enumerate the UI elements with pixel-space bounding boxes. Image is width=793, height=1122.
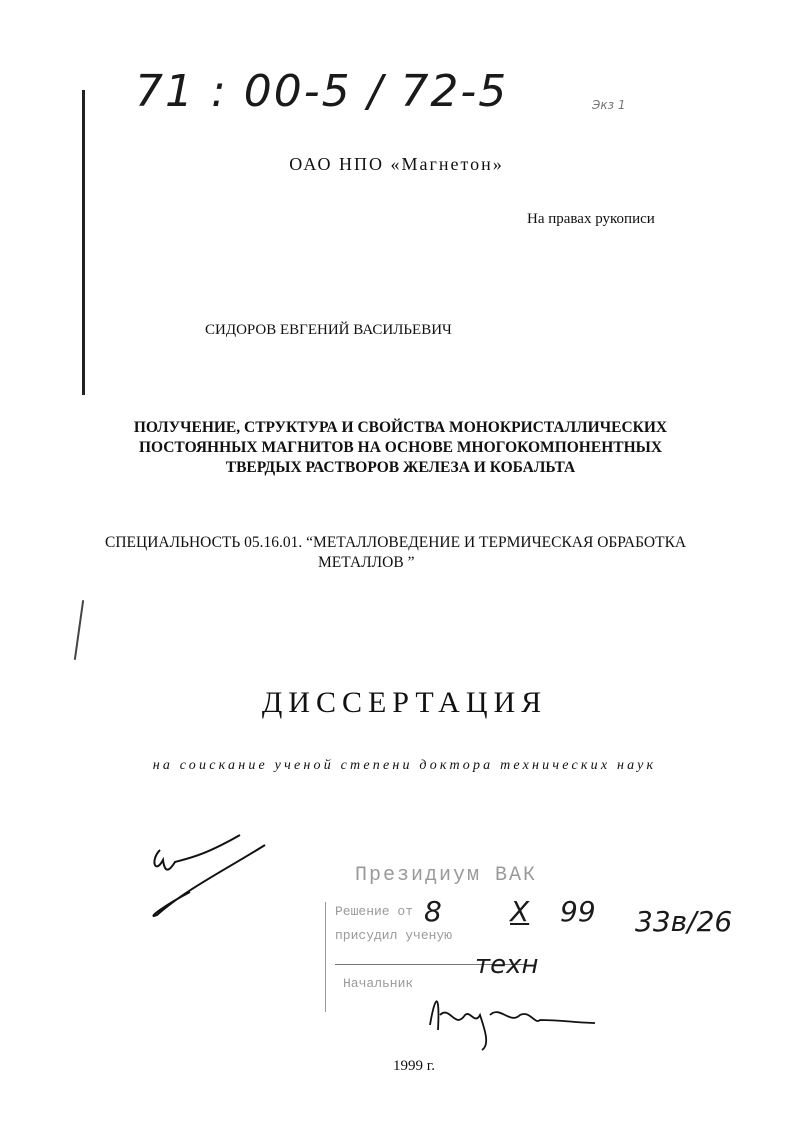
stamp-signature <box>420 985 600 1055</box>
degree-line: на соискание ученой степени доктора технических наук <box>152 758 657 773</box>
title-line: ТВЕРДЫХ РАСТВОРОВ ЖЕЛЕЗА И КОБАЛЬТА <box>225 459 576 476</box>
organization: ОАО НПО «Магнетон» <box>289 154 504 174</box>
stamp-ref: 33в/26 <box>635 905 733 938</box>
title-line: ПОСТОЯННЫХ МАГНИТОВ НА ОСНОВЕ МНОГОКОМПОНЕНТНЫХ <box>138 439 663 456</box>
stamp-date-year: 99 <box>560 895 596 928</box>
stamp-field: техн <box>475 950 539 980</box>
specialty: СПЕЦИАЛЬНОСТЬ 05.16.01. “МЕТАЛЛОВЕДЕНИЕ И ТЕРМИЧЕСКАЯ ОБРАБОТКА <box>105 534 687 551</box>
year: 1999 г. <box>393 1058 435 1074</box>
signature <box>145 830 280 920</box>
stamp-line: Решение от <box>335 904 414 919</box>
margin-line <box>82 90 85 395</box>
catalog-number: 71 : 00-5 / 72-5 <box>135 66 509 117</box>
stamp-header: Президиум ВАК <box>355 864 538 887</box>
copy-mark: Экз 1 <box>592 98 626 112</box>
stamp-line: Начальник <box>343 976 414 991</box>
author-name: СИДОРОВ ЕВГЕНИЙ ВАСИЛЬЕВИЧ <box>205 322 452 338</box>
margin-mark <box>74 600 84 660</box>
stamp-border <box>325 902 326 1012</box>
stamp-date-day: 8 <box>424 895 442 928</box>
stamp-line: присудил ученую <box>335 928 453 943</box>
document-type: ДИССЕРТАЦИЯ <box>261 686 548 719</box>
title-line: ПОЛУЧЕНИЕ, СТРУКТУРА И СВОЙСТВА МОНОКРИСТАЛЛИЧЕСКИХ <box>133 419 668 436</box>
dissertation-title <box>4 418 793 478</box>
specialty: МЕТАЛЛОВ ” <box>318 554 415 571</box>
rights-note: На правах рукописи <box>527 211 655 227</box>
stamp-date-month: X <box>510 895 530 928</box>
